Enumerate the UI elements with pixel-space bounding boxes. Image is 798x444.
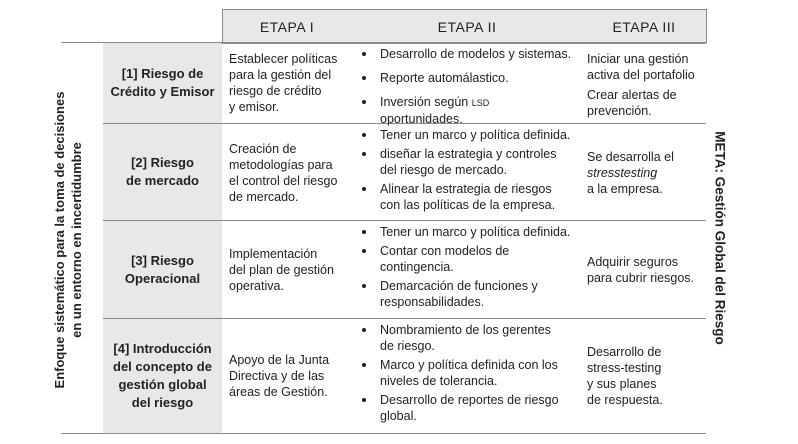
table-row xyxy=(103,319,706,433)
left-axis-label xyxy=(51,60,85,420)
risk-line: [2] Riesgo xyxy=(131,155,194,170)
list-item: Tener un marco y política definida. xyxy=(358,127,580,143)
table-row xyxy=(103,124,706,220)
list-item: Desarrollo de reportes de riesgo global. xyxy=(358,392,580,424)
goal-label: META: Gestión Global del Riesgo xyxy=(712,131,728,345)
stage1-cell xyxy=(229,51,347,115)
table-row xyxy=(103,43,706,126)
text-line: riesgo de crédito xyxy=(229,84,322,98)
text-line: y emisor. xyxy=(229,100,280,114)
stage1-cell: Implementación del plan de gestión operativa. xyxy=(229,247,334,293)
risk-line: [3] Riesgo xyxy=(131,252,194,268)
stage1-cell: Creación de metodologías para el control del riesgo de mercado. xyxy=(229,142,338,204)
header-etapa-3: ETAPA III xyxy=(582,9,706,44)
table-row xyxy=(103,221,706,318)
list-item: Demarcación de funciones y responsabilidades. xyxy=(358,278,580,310)
risk-line: de mercado xyxy=(126,173,199,188)
stage2-list xyxy=(358,46,580,130)
text-line: para la gestión del xyxy=(229,68,332,82)
list-item: Inversión según LSD oportunidades. xyxy=(358,94,580,127)
risk-cell xyxy=(103,221,222,318)
risk-line: [1] Riesgo de xyxy=(121,66,204,81)
list-item: Nombramiento de los gerentes de riesgo. xyxy=(358,322,580,354)
list-item: Marco y política definida con los niveles de tolerancia. xyxy=(358,357,580,389)
risk-line: Operacional xyxy=(124,270,201,286)
risk-line: gestión global xyxy=(118,377,207,392)
stage3-cell: Adquirir seguros para cubrir riesgos. xyxy=(587,255,694,285)
header-divider xyxy=(222,9,223,43)
risk-cell xyxy=(103,319,222,433)
stage2-list xyxy=(358,322,580,427)
risk-cell xyxy=(103,43,222,123)
list-item: diseñar la estrategia y controles del riesgo de mercado. xyxy=(358,146,580,178)
stage1-cell: Apoyo de la Junta Directiva y de las áreas de Gestión. xyxy=(229,353,330,399)
header-etapa-2: ETAPA II xyxy=(352,9,582,44)
list-item: Tener un marco y política definida. xyxy=(358,224,580,240)
list-item: Contar con modelos de contingencia. xyxy=(358,243,580,275)
text-line: Establecer políticas xyxy=(229,52,338,66)
risk-cell xyxy=(103,124,222,220)
header-etapa-1: ETAPA I xyxy=(222,9,352,44)
stage2-list xyxy=(358,224,580,313)
list-item: Reporte automálastico. xyxy=(358,70,580,86)
header-divider xyxy=(706,9,707,43)
stage3-cell: Iniciar una gestión activa del portafolio Crear alertas de prevención. xyxy=(587,52,695,118)
list-item: Desarrollo de modelos y sistemas. xyxy=(358,46,580,62)
stage2-list xyxy=(358,127,580,216)
stage3-cell: Se desarrolla el stresstesting a la empresa. xyxy=(587,150,674,196)
stage3-cell: Desarrollo de stress-testing y sus planes de respuesta. xyxy=(587,345,663,407)
risk-line: del riesgo xyxy=(131,395,194,410)
left-label-line: en un entorno en incertidumbre xyxy=(69,142,84,338)
risk-line: Crédito y Emisor xyxy=(110,84,215,99)
list-item: Alinear la estrategia de riesgos con las políticas de la empresa. xyxy=(358,181,580,213)
left-label-line: Enfoque sistemático para la toma de decisiones xyxy=(52,91,67,389)
risk-line: del concepto de xyxy=(113,359,212,374)
bottom-border xyxy=(61,433,706,434)
risk-line: [4] Introducción xyxy=(113,341,212,356)
